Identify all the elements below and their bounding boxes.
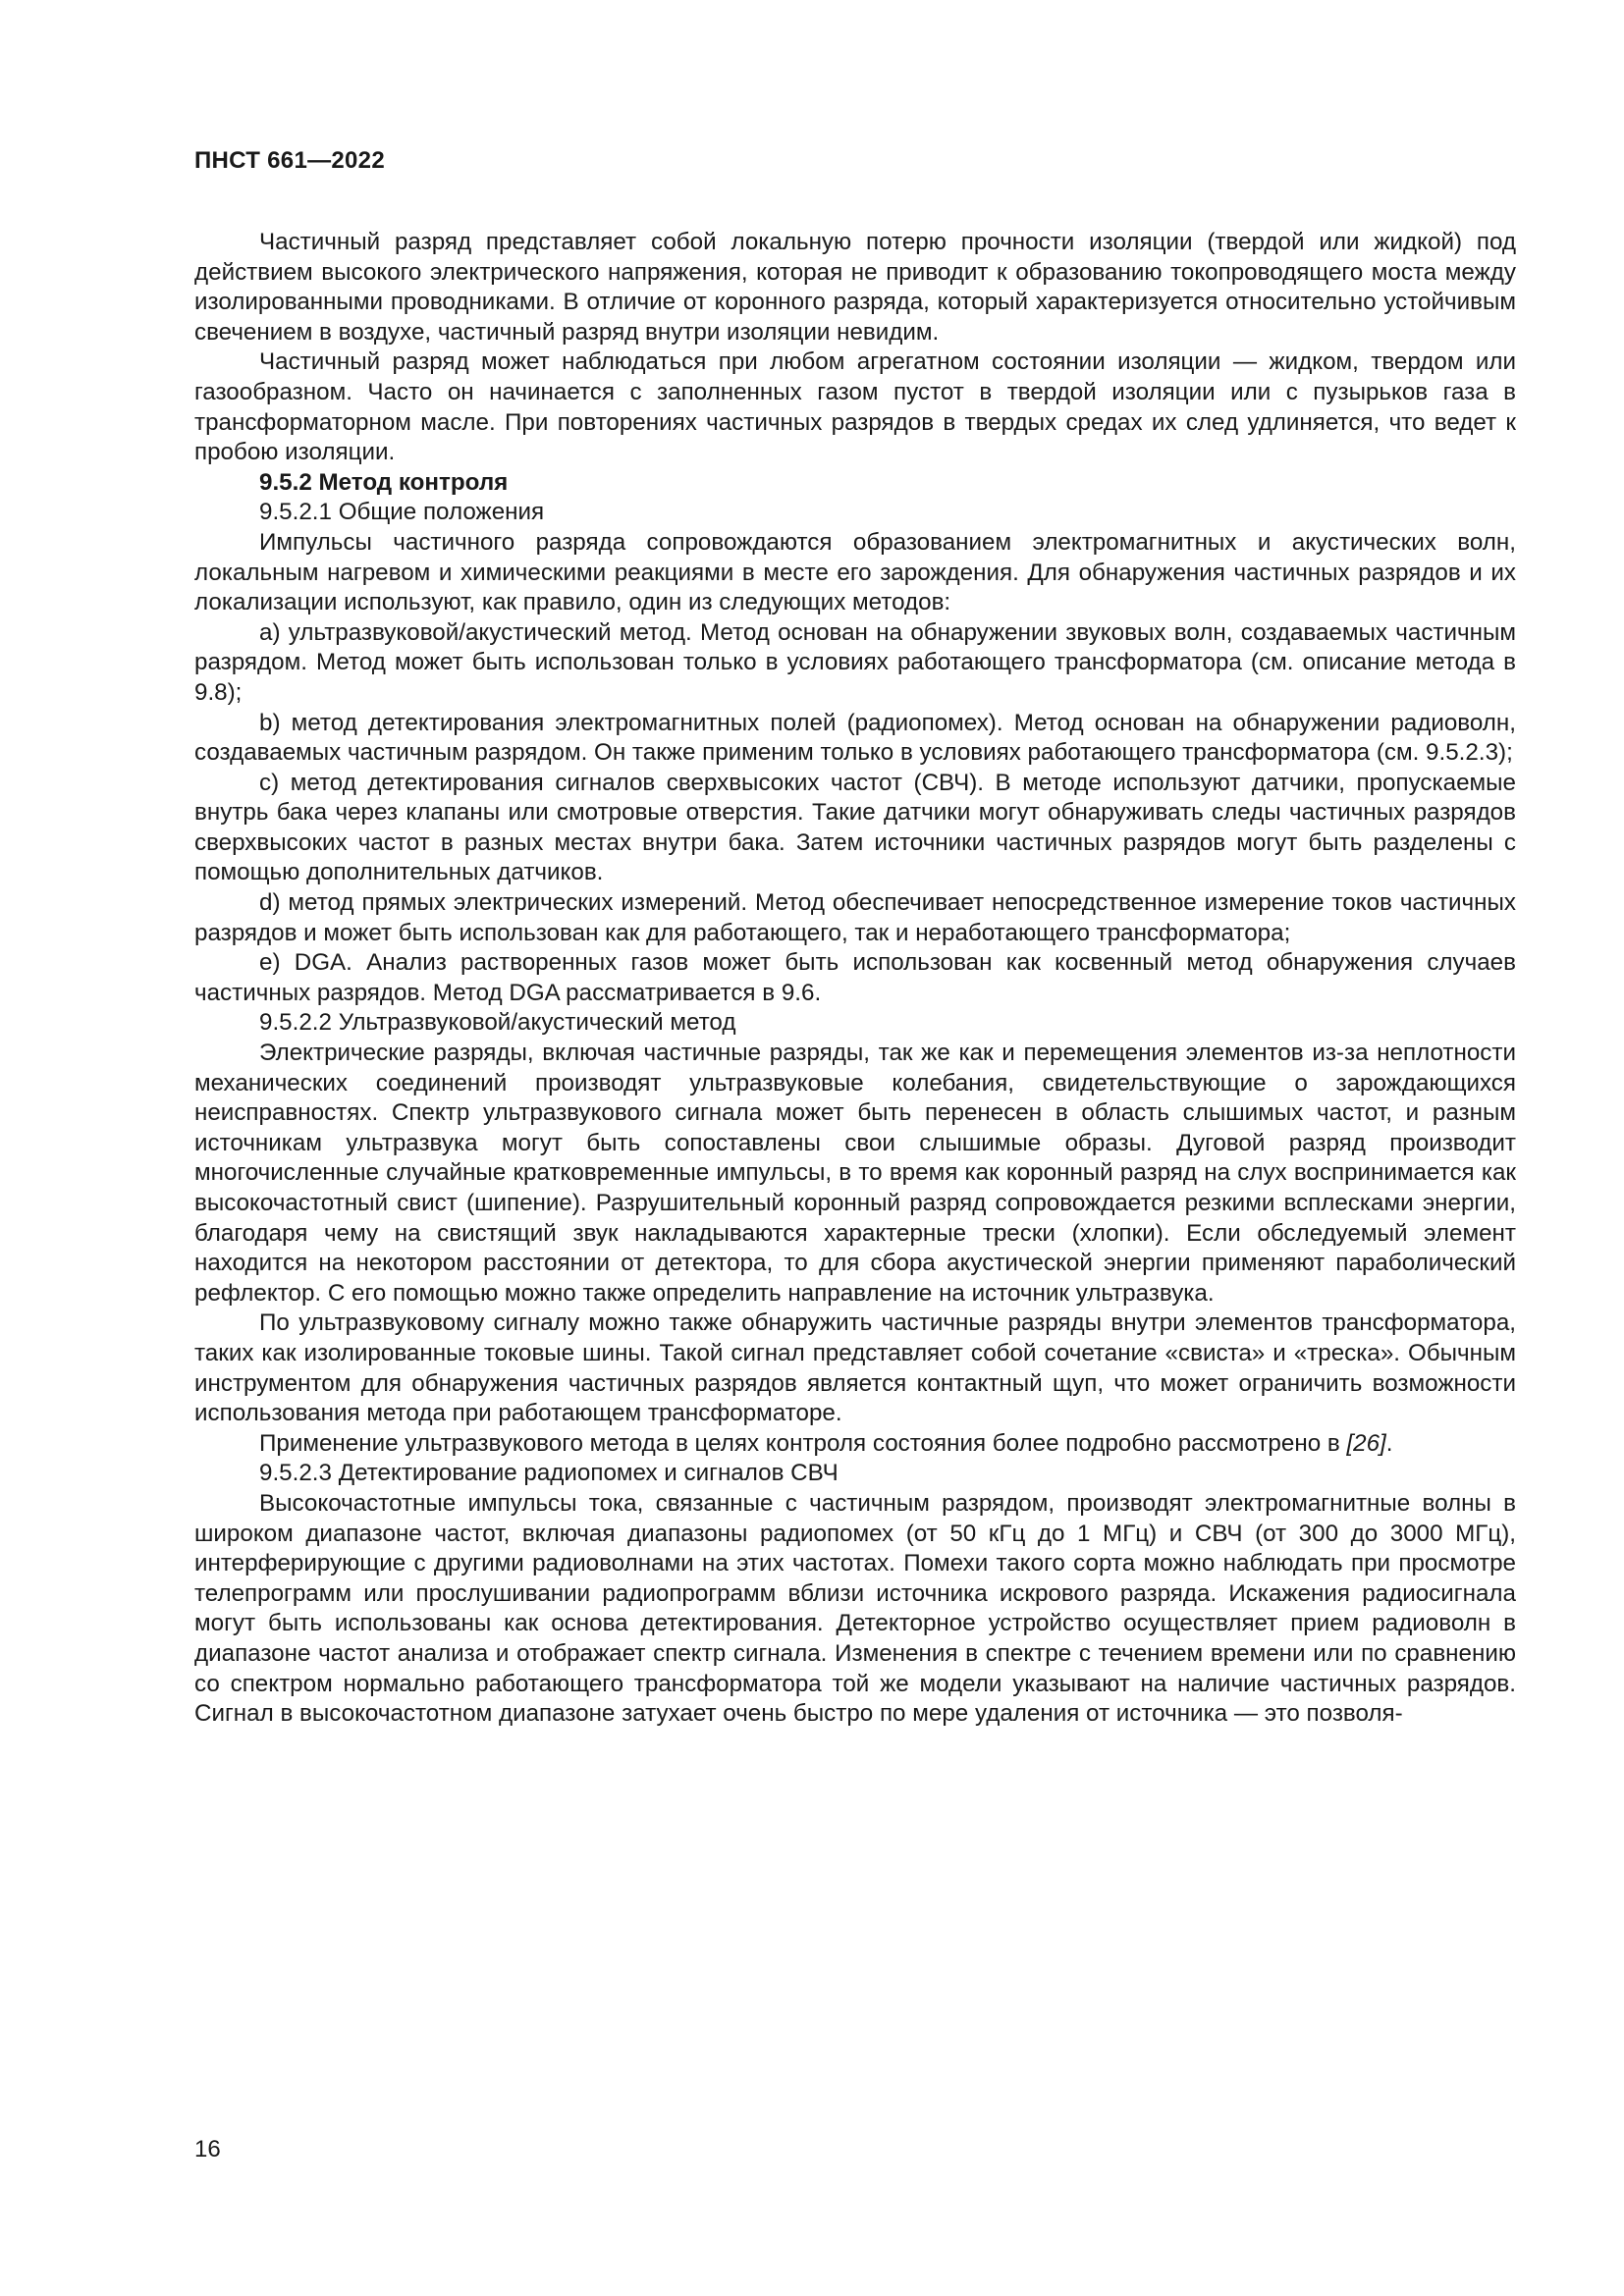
list-item-b: b) метод детектирования электромагнитных полей (радиопомех). Метод основан на обнаружении радиоволн, создаваемых частичным разрядом. Он также применим только в условиях работающего трансформатора (см. 9.5.2.3); bbox=[194, 709, 1516, 767]
paragraph: По ультразвуковому сигналу можно также обнаружить частичные разряды внутри элементов трансформатора, таких как изолированные токовые шины. Такой сигнал представляет собой сочетание «свиста» и «треска». Обычным инструментом для обнаружения частичных разрядов является контактный щуп, что может ограничить возможности использования метода при работающем трансформаторе. bbox=[194, 1309, 1516, 1427]
paragraph: Частичный разряд может наблюдаться при любом агрегатном состоянии изоляции — жидком, твердом или газообразном. Часто он начинается с заполненных газом пустот в твердой изоляции или с пузырьков газа в трансформаторном масле. При повторениях частичных разрядов в твердых средах их след удлиняется, что ведет к пробою изоляции. bbox=[194, 348, 1516, 466]
document-header: ПНСТ 661—2022 bbox=[194, 147, 385, 174]
list-item-e: e) DGA. Анализ растворенных газов может быть использован как косвенный метод обнаружения случаев частичных разрядов. Метод DGA рассматривается в 9.6. bbox=[194, 949, 1516, 1006]
paragraph-text: Применение ультразвукового метода в целях контроля состояния более подробно рассмотрено в bbox=[259, 1429, 1347, 1457]
paragraph: Электрические разряды, включая частичные разряды, так же как и перемещения элементов из-за неплотности механических соединений производят ультразвуковые колебания, свидетельствующие о зарождающихся неисправностях. Спектр ультразвукового сигнала может быть перенесен в область слышимых частот, и разным источникам ультразвука могут быть сопоставлены свои слышимые образы. Дуговой разряд производит многочисленные случайные кратковременные импульсы, в то время как коронный разряд на слух воспринимается как высокочастотный свист (шипение). Разрушительный коронный разряд сопровождается резкими всплесками энергии, благодаря чему на свистящий звук накладываются характерные трески (хлопки). Если обследуемый элемент находится на некотором расстоянии от детектора, то для сбора акустической энергии применяют параболический рефлектор. С его помощью можно также определить направление на источник ультразвука. bbox=[194, 1040, 1516, 1307]
subsection-heading-9-5-2-3: 9.5.2.3 Детектирование радиопомех и сигналов СВЧ bbox=[259, 1460, 839, 1487]
subsection-heading-9-5-2-1: 9.5.2.1 Общие положения bbox=[259, 499, 545, 526]
paragraph: Импульсы частичного разряда сопровождаются образованием электромагнитных и акустических волн, локальным нагревом и химическими реакциями в месте его зарождения. Для обнаружения частичных разрядов и их локализации используют, как правило, один из следующих методов: bbox=[194, 528, 1516, 616]
subsection-heading-9-5-2-2: 9.5.2.2 Ультразвуковой/акустический метод bbox=[259, 1009, 736, 1037]
list-item-a: a) ультразвуковой/акустический метод. Метод основан на обнаружении звуковых волн, создаваемых частичным разрядом. Метод может быть использован только в условиях работающего трансформатора (см. описание метода в 9.8); bbox=[194, 618, 1516, 706]
list-item-c: c) метод детектирования сигналов сверхвысоких частот (СВЧ). В методе используют датчики, пропускаемые внутрь бака через клапаны или смотровые отверстия. Такие датчики могут обнаруживать следы частичных разрядов сверхвысоких частот в разных местах внутри бака. Затем источники частичных разрядов могут быть разделены с помощью дополнительных датчиков. bbox=[194, 769, 1516, 886]
list-item-d: d) метод прямых электрических измерений. Метод обеспечивает непосредственное измерение токов частичных разрядов и может быть использован как для работающего, так и неработающего трансформатора; bbox=[194, 889, 1516, 946]
document-body bbox=[194, 228, 1516, 1730]
page-number: 16 bbox=[194, 2136, 221, 2163]
paragraph-with-reference bbox=[194, 1429, 1516, 1460]
paragraph: Высокочастотные импульсы тока, связанные с частичным разрядом, производят электромагнитные волны в широком диапазоне частот, включая диапазоны радиопомех (от 50 кГц до 1 МГц) и СВЧ (от 300 до 3000 МГц), интерферирующие с другими радиоволнами на этих частотах. Помехи такого сорта можно наблюдать при просмотре телепрограмм или прослушивании радиопрограмм вблизи источника искрового разряда. Искажения радиосигнала могут быть использованы как основа детектирования. Детекторное устройство осуществляет прием радиоволн в диапазоне частот анализа и отображает спектр сигнала. Изменения в спектре с течением времени или по сравнению со спектром нормально работающего трансформатора той же модели указывают на наличие частичных разрядов. Сигнал в высокочастотном диапазоне затухает очень быстро по мере удаления от источника — это позволя- bbox=[194, 1489, 1516, 1728]
paragraph-end: . bbox=[1385, 1429, 1393, 1457]
paragraph: Частичный разряд представляет собой локальную потерю прочности изоляции (твердой или жидкой) под действием высокого электрического напряжения, которая не приводит к образованию токопроводящего моста между изолированными проводниками. В отличие от коронного разряда, который характеризуется относительно устойчивым свечением в воздухе, частичный разряд внутри изоляции невидим. bbox=[194, 229, 1516, 346]
bibliography-reference: [26] bbox=[1346, 1429, 1386, 1457]
section-heading-9-5-2: 9.5.2 Метод контроля bbox=[259, 468, 509, 496]
